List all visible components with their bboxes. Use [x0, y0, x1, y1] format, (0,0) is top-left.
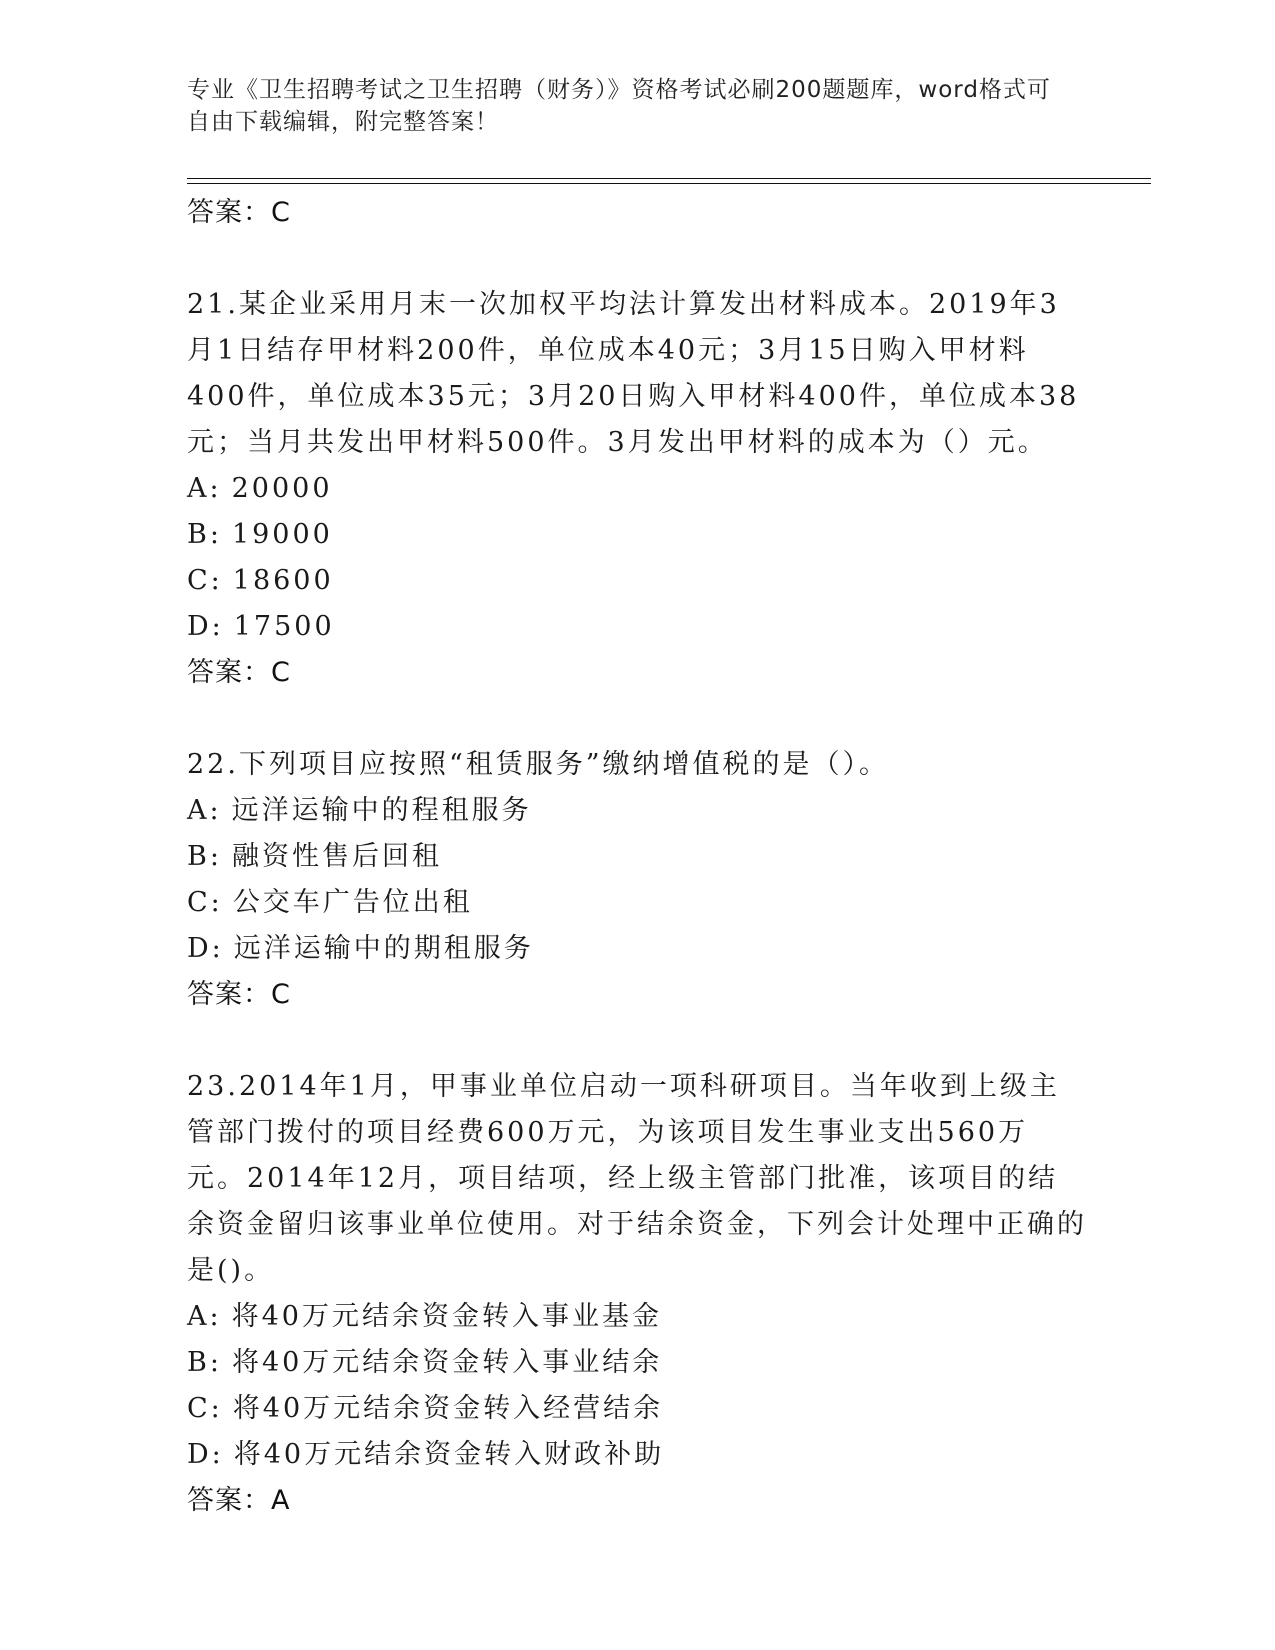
answer-line: 答案：C — [187, 657, 291, 688]
option-letter: C: — [187, 1393, 223, 1424]
document-body — [187, 190, 1087, 1524]
question-stem: 22.下列项目应按照“租赁服务”缴纳增值税的是（）。 — [187, 749, 890, 780]
option-text: 将40万元结余资金转入财政补助 — [233, 1439, 665, 1470]
option-text: 18600 — [232, 565, 334, 596]
option-b — [187, 512, 1087, 558]
option-a — [187, 1294, 1087, 1340]
option-a — [187, 466, 1087, 512]
answer-line: 答案：A — [187, 1485, 291, 1516]
option-a — [187, 788, 1087, 834]
option-d — [187, 926, 1087, 972]
page-header: 专业《卫生招聘考试之卫生招聘（财务）》资格考试必刷200题题库，word格式可自由下载编辑，附完整答案！ — [187, 77, 1051, 135]
option-letter: D: — [187, 1439, 224, 1470]
option-d — [187, 1432, 1087, 1478]
option-c — [187, 558, 1087, 604]
option-text: 融资性售后回租 — [231, 841, 442, 872]
option-letter: D: — [187, 933, 224, 964]
option-text: 将40万元结余资金转入事业基金 — [231, 1301, 662, 1332]
option-b — [187, 1340, 1087, 1386]
option-text: 远洋运输中的期租服务 — [233, 933, 534, 964]
option-text: 19000 — [231, 519, 333, 550]
answer-line: 答案：C — [187, 979, 291, 1010]
option-text: 远洋运输中的程租服务 — [231, 795, 532, 826]
question-block — [187, 282, 1087, 696]
option-c — [187, 880, 1087, 926]
question-stem: 21.某企业采用月末一次加权平均法计算发出材料成本。2019年3月1日结存甲材料200件，单位成本40元；3月15日购入甲材料400件，单位成本35元；3月20日购入甲材料400件，单位成本38元；当月共发出甲材料500件。3月发出甲材料的成本为（）元。 — [187, 289, 1080, 458]
option-text: 公交车广告位出租 — [232, 887, 473, 918]
option-d — [187, 604, 1087, 650]
previous-answer: 答案：C — [187, 197, 291, 228]
option-letter: C: — [187, 887, 223, 918]
option-text: 20000 — [231, 473, 333, 504]
option-letter: D: — [187, 611, 224, 642]
question-block — [187, 1064, 1087, 1524]
option-letter: A: — [187, 795, 222, 826]
header-rule-bottom — [187, 183, 1151, 184]
option-letter: C: — [187, 565, 223, 596]
option-c — [187, 1386, 1087, 1432]
header-rule-top — [187, 178, 1151, 179]
option-letter: A: — [187, 1301, 222, 1332]
question-block — [187, 742, 1087, 1018]
option-text: 将40万元结余资金转入事业结余 — [231, 1347, 663, 1378]
option-text: 17500 — [233, 611, 335, 642]
option-b — [187, 834, 1087, 880]
option-text: 将40万元结余资金转入经营结余 — [232, 1393, 664, 1424]
option-letter: B: — [187, 519, 222, 550]
question-stem: 23.2014年1月，甲事业单位启动一项科研项目。当年收到上级主管部门拨付的项目经费600万元，为该项目发生事业支出560万元。2014年12月，项目结项，经上级主管部门批准，该项目的结余资金留归该事业单位使用。对于结余资金，下列会计处理中正确的是()。 — [187, 1071, 1087, 1286]
option-letter: A: — [187, 473, 222, 504]
option-letter: B: — [187, 1347, 222, 1378]
option-letter: B: — [187, 841, 222, 872]
